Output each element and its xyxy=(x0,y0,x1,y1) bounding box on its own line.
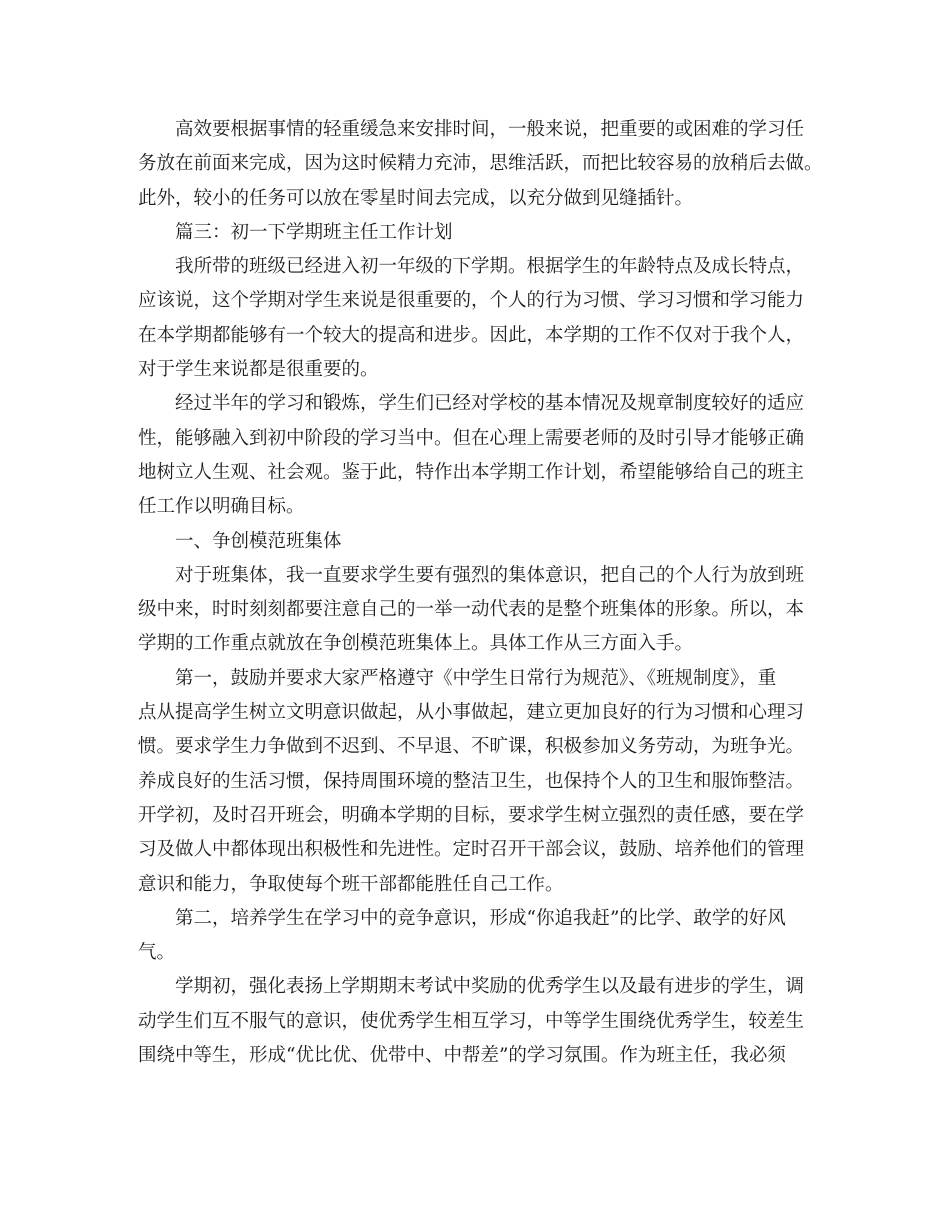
text-line: 惯。要求学生力争做到不迟到、不早退、不旷课，积极参加义务劳动，为班争光。 xyxy=(138,736,805,758)
text-line: 一、争创模范班集体 xyxy=(175,530,342,552)
text-line: 务放在前面来完成，因为这时候精力充沛，思维活跃，而把比较容易的放稍后去做。 xyxy=(138,153,823,175)
text-line: 地树立人生观、社会观。鉴于此，特作出本学期工作计划，希望能够给自己的班主 xyxy=(138,461,805,483)
text-line: 开学初，及时召开班会，明确本学期的目标，要求学生树立强烈的责任感，要在学 xyxy=(138,804,805,826)
text-line: 应该说，这个学期对学生来说是很重要的，个人的行为习惯、学习习惯和学习能力 xyxy=(138,290,805,312)
text-line: 此外，较小的任务可以放在零星时间去完成，以充分做到见缝插针。 xyxy=(138,187,694,209)
text-line: 意识和能力，争取使每个班干部都能胜任自己工作。 xyxy=(138,873,564,895)
text-line: 点从提高学生树立文明意识做起，从小事做起，建立更加良好的行为习惯和心理习 xyxy=(138,702,805,724)
text-line: 对于班集体，我一直要求学生要有强烈的集体意识，把自己的个人行为放到班 xyxy=(175,564,805,586)
text-line: 第二，培养学生在学习中的竞争意识，形成“你追我赶”的比学、敢学的好风 xyxy=(175,907,786,929)
text-line: 篇三：初一下学期班主任工作计划 xyxy=(175,221,453,243)
text-line: 学期的工作重点就放在争创模范班集体上。具体工作从三方面入手。 xyxy=(138,633,694,655)
text-line: 我所带的班级已经进入初一年级的下学期。根据学生的年龄特点及成长特点， xyxy=(175,256,805,278)
text-line: 第一，鼓励并要求大家严格遵守《中学生日常行为规范》、《班规制度》，重 xyxy=(175,667,777,689)
text-line: 高效要根据事情的轻重缓急来安排时间，一般来说，把重要的或困难的学习任 xyxy=(175,119,805,140)
text-line: 性，能够融入到初中阶段的学习当中。但在心理上需要老师的及时引导才能够正确 xyxy=(138,427,805,449)
text-line: 围绕中等生，形成“优比优、优带中、中帮差”的学习氛围。作为班主任，我必须 xyxy=(138,1045,786,1067)
text-line: 级中来，时时刻刻都要注意自己的一举一动代表的是整个班集体的形象。所以，本 xyxy=(138,599,805,621)
text-line: 习及做人中都体现出积极性和先进性。定时召开干部会议，鼓励、培养他们的管理 xyxy=(138,839,805,861)
text-line: 经过半年的学习和锻炼，学生们已经对学校的基本情况及规章制度较好的适应 xyxy=(175,393,805,415)
text-line: 任工作以明确目标。 xyxy=(138,496,305,518)
text-line: 气。 xyxy=(138,942,176,964)
text-line: 对于学生来说都是很重要的。 xyxy=(138,359,379,381)
document-body xyxy=(138,113,838,1073)
text-line: 动学生们互不服气的意识，使优秀学生相互学习，中等学生围绕优秀学生，较差生 xyxy=(138,1010,805,1032)
text-line: 养成良好的生活习惯，保持周围环境的整洁卫生，也保持个人的卫生和服饰整洁。 xyxy=(138,770,805,792)
text-line: 在本学期都能够有一个较大的提高和进步。因此，本学期的工作不仅对于我个人， xyxy=(138,324,805,346)
text-line: 学期初，强化表扬上学期期末考试中奖励的优秀学生以及最有进步的学生，调 xyxy=(175,976,805,998)
